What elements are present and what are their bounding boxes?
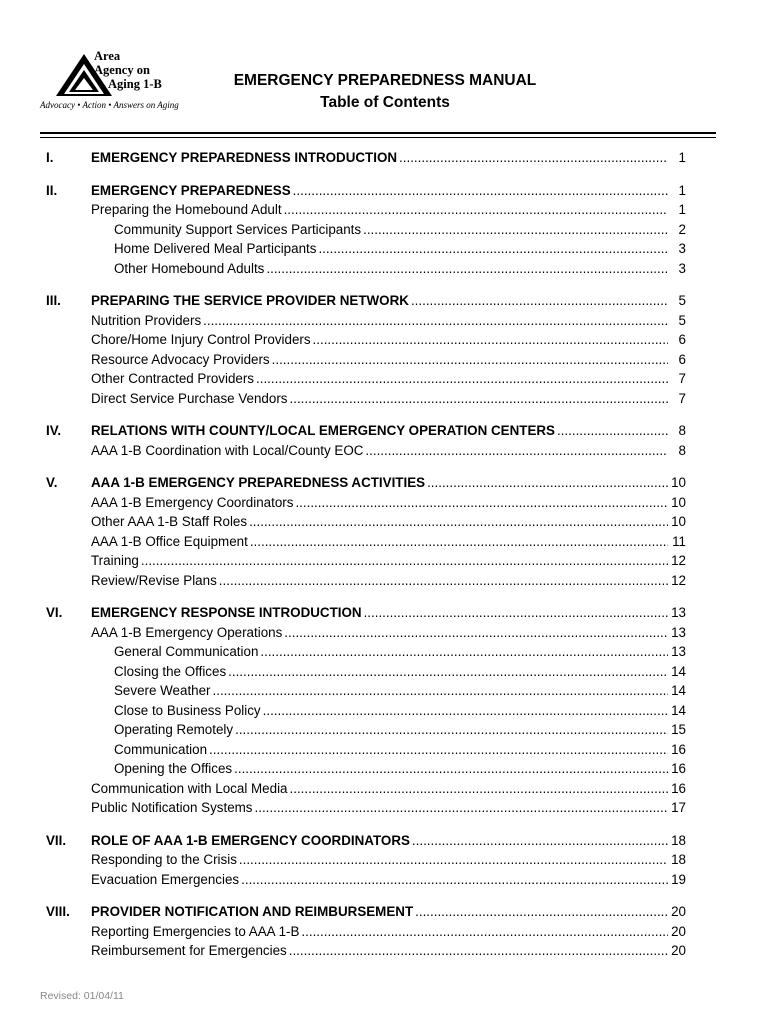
toc-entry[interactable]: [46, 742, 686, 762]
toc-section-heading[interactable]: [46, 293, 686, 313]
page-number: 2: [678, 221, 686, 237]
toc-entry[interactable]: [46, 332, 686, 352]
toc-entry[interactable]: [46, 761, 686, 781]
dot-leader: [213, 683, 668, 698]
page-number: 20: [671, 923, 686, 939]
toc-section: [46, 605, 686, 820]
toc-entry[interactable]: [46, 683, 686, 703]
section-number: VI.: [46, 605, 63, 620]
toc-section: [46, 183, 686, 281]
document-subtitle: Table of Contents: [320, 94, 450, 111]
dot-leader: [256, 371, 668, 386]
page-number: 14: [671, 702, 686, 718]
revised-date: Revised: 01/04/11: [40, 990, 124, 1002]
dot-leader: [219, 573, 668, 588]
entry-title: Communication with Local Media: [91, 780, 288, 796]
dot-leader: [364, 605, 668, 620]
dot-leader: [412, 833, 668, 848]
page-number: 20: [671, 904, 686, 919]
dot-leader: [313, 332, 668, 347]
toc-entry[interactable]: [46, 261, 686, 281]
page-number: 7: [678, 390, 686, 406]
dot-leader: [234, 761, 668, 776]
dot-leader: [255, 800, 669, 815]
toc-section: [46, 293, 686, 410]
toc-entry[interactable]: [46, 241, 686, 261]
toc-entry[interactable]: [46, 872, 686, 892]
dot-leader: [284, 202, 668, 217]
page-number: 3: [678, 241, 686, 256]
toc-entry[interactable]: [46, 781, 686, 801]
entry-title: Close to Business Policy: [114, 702, 261, 718]
section-title: EMERGENCY RESPONSE INTRODUCTION: [91, 605, 362, 620]
section-number: II.: [46, 182, 58, 198]
entry-title: Other Homebound Adults: [114, 260, 265, 276]
toc-entry[interactable]: [46, 553, 686, 573]
section-title: RELATIONS WITH COUNTY/LOCAL EMERGENCY OPERATION CENTERS: [91, 423, 555, 438]
entry-title: Nutrition Providers: [91, 312, 202, 328]
dot-leader: [235, 722, 668, 737]
page-number: 3: [678, 260, 686, 276]
toc-section-heading[interactable]: [46, 833, 686, 853]
section-title: PREPARING THE SERVICE PROVIDER NETWORK: [91, 293, 409, 308]
page-number: 8: [678, 442, 686, 458]
entry-title: AAA 1-B Emergency Coordinators: [91, 494, 294, 510]
toc-entry[interactable]: [46, 391, 686, 411]
page-number: 13: [671, 605, 686, 620]
page-number: 1: [678, 202, 686, 217]
header-rule-thin: [40, 137, 716, 138]
section-number: VIII.: [46, 904, 70, 919]
dot-leader: [228, 664, 668, 679]
logo-line-agency: Agency on: [94, 63, 150, 77]
page-number: 16: [671, 761, 686, 776]
section-title: EMERGENCY PREPAREDNESS INTRODUCTION: [91, 150, 398, 165]
toc-entry[interactable]: [46, 514, 686, 534]
entry-title: General Communication: [114, 644, 259, 659]
toc-entry[interactable]: [46, 371, 686, 391]
toc-section-heading[interactable]: [46, 904, 686, 924]
toc-entry[interactable]: [46, 722, 686, 742]
section-title: AAA 1-B EMERGENCY PREPAREDNESS ACTIVITIES: [91, 475, 426, 490]
entry-title: Preparing the Homebound Adult: [91, 202, 282, 217]
dot-leader: [284, 625, 668, 640]
dot-leader: [557, 423, 668, 438]
section-title: EMERGENCY PREPAREDNESS: [91, 182, 291, 198]
entry-title: Closing the Offices: [114, 663, 227, 679]
dot-leader: [363, 222, 668, 237]
toc-entry[interactable]: [46, 352, 686, 372]
page-number: 12: [671, 553, 686, 568]
page-number: 20: [671, 943, 686, 958]
entry-title: Reimbursement for Emergencies: [91, 943, 287, 958]
dot-leader: [411, 293, 668, 308]
logo-line-aging: Aging 1-B: [108, 77, 162, 91]
toc-entry[interactable]: [46, 625, 686, 645]
logo-line-area: Area: [94, 49, 121, 63]
dot-leader: [295, 495, 668, 510]
page-number: 14: [671, 683, 686, 698]
toc-entry[interactable]: [46, 573, 686, 593]
entry-title: Chore/Home Injury Control Providers: [91, 332, 311, 347]
dot-leader: [289, 943, 668, 958]
dot-leader: [263, 703, 668, 718]
dot-leader: [250, 534, 668, 549]
toc-entry[interactable]: [46, 534, 686, 554]
dot-leader: [141, 553, 668, 568]
page-number: 13: [671, 644, 686, 659]
page-number: 11: [672, 533, 686, 549]
dot-leader: [365, 443, 668, 458]
entry-title: Community Support Services Participants: [114, 221, 362, 237]
entry-title: Review/Revise Plans: [91, 572, 217, 588]
entry-title: Direct Service Purchase Vendors: [91, 390, 288, 406]
toc-entry[interactable]: [46, 644, 686, 664]
section-number: III.: [46, 293, 61, 308]
entry-title: Responding to the Crisis: [91, 852, 237, 867]
dot-leader: [290, 781, 669, 796]
toc-entry[interactable]: [46, 313, 686, 333]
toc-entry[interactable]: [46, 852, 686, 872]
dot-leader: [272, 352, 668, 367]
toc-entry[interactable]: [46, 924, 686, 944]
page-number: 18: [671, 852, 686, 867]
page-number: 1: [678, 182, 686, 198]
toc-section-heading[interactable]: [46, 605, 686, 625]
page-number: 15: [671, 722, 686, 737]
page-number: 12: [671, 572, 686, 588]
page-number: 19: [671, 871, 686, 887]
page-number: 17: [671, 800, 686, 815]
page-number: 5: [678, 312, 686, 328]
entry-title: Opening the Offices: [114, 761, 233, 776]
dot-leader: [427, 475, 668, 490]
agency-logo: [36, 44, 186, 114]
dot-leader: [209, 742, 668, 757]
toc-entry[interactable]: [46, 443, 686, 463]
dot-leader: [301, 924, 668, 939]
toc-entry[interactable]: [46, 495, 686, 515]
dot-leader: [266, 261, 668, 276]
toc-section-heading[interactable]: [46, 475, 686, 495]
dot-leader: [260, 644, 668, 659]
toc-entry[interactable]: [46, 943, 686, 963]
logo-tagline: Advocacy • Action • Answers on Aging: [40, 100, 179, 110]
toc-entry[interactable]: [46, 664, 686, 684]
toc-section: [46, 904, 686, 963]
entry-title: Home Delivered Meal Participants: [114, 241, 317, 256]
entry-title: Reporting Emergencies to AAA 1-B: [91, 923, 300, 939]
dot-leader: [293, 183, 668, 198]
dot-leader: [415, 904, 668, 919]
dot-leader: [239, 852, 668, 867]
toc-section: [46, 150, 686, 170]
page-number: 5: [678, 293, 686, 308]
page-number: 10: [671, 514, 686, 529]
page-number: 8: [678, 423, 686, 438]
dot-leader: [318, 241, 668, 256]
toc-section: [46, 423, 686, 462]
page-number: 7: [678, 371, 686, 386]
section-number: VII.: [46, 832, 67, 848]
dot-leader: [203, 313, 668, 328]
toc-entry[interactable]: [46, 703, 686, 723]
entry-title: AAA 1-B Coordination with Local/County EOC: [91, 442, 364, 458]
toc-entry[interactable]: [46, 222, 686, 242]
document-title: EMERGENCY PREPAREDNESS MANUAL: [233, 72, 537, 89]
page-number: 13: [671, 624, 686, 640]
toc-section-heading[interactable]: [46, 423, 686, 443]
section-title: PROVIDER NOTIFICATION AND REIMBURSEMENT: [91, 904, 414, 919]
page-number: 18: [671, 832, 686, 848]
page-number: 14: [671, 663, 686, 679]
entry-title: Other AAA 1-B Staff Roles: [91, 514, 248, 529]
entry-title: Public Notification Systems: [91, 800, 253, 815]
page-number: 6: [678, 351, 686, 367]
entry-title: AAA 1-B Emergency Operations: [91, 624, 283, 640]
toc-entry[interactable]: [46, 800, 686, 820]
dot-leader: [249, 514, 668, 529]
table-of-contents: [46, 150, 686, 976]
page-number: 6: [678, 332, 686, 347]
page-number: 1: [678, 150, 686, 165]
page-number: 16: [671, 741, 686, 757]
entry-title: Operating Remotely: [114, 722, 234, 737]
toc-entry[interactable]: [46, 202, 686, 222]
section-title: ROLE OF AAA 1-B EMERGENCY COORDINATORS: [91, 832, 410, 848]
toc-section-heading[interactable]: [46, 183, 686, 203]
entry-title: Resource Advocacy Providers: [91, 351, 270, 367]
toc-section: [46, 833, 686, 892]
entry-title: Other Contracted Providers: [91, 371, 254, 386]
entry-title: AAA 1-B Office Equipment: [91, 533, 248, 549]
dot-leader: [290, 391, 669, 406]
page-number: 10: [671, 494, 686, 510]
entry-title: Training: [91, 553, 139, 568]
section-number: V.: [46, 475, 58, 490]
entry-title: Severe Weather: [114, 683, 211, 698]
section-number: IV.: [46, 423, 62, 438]
page-number: 16: [671, 780, 686, 796]
toc-section-heading[interactable]: [46, 150, 686, 170]
dot-leader: [399, 150, 668, 165]
section-number: I.: [46, 150, 54, 165]
header-rule-thick: [40, 132, 716, 134]
page-number: 10: [671, 475, 686, 490]
toc-section: [46, 475, 686, 592]
dot-leader: [241, 872, 668, 887]
entry-title: Communication: [114, 741, 208, 757]
document-heading: [200, 70, 570, 114]
entry-title: Evacuation Emergencies: [91, 871, 240, 887]
